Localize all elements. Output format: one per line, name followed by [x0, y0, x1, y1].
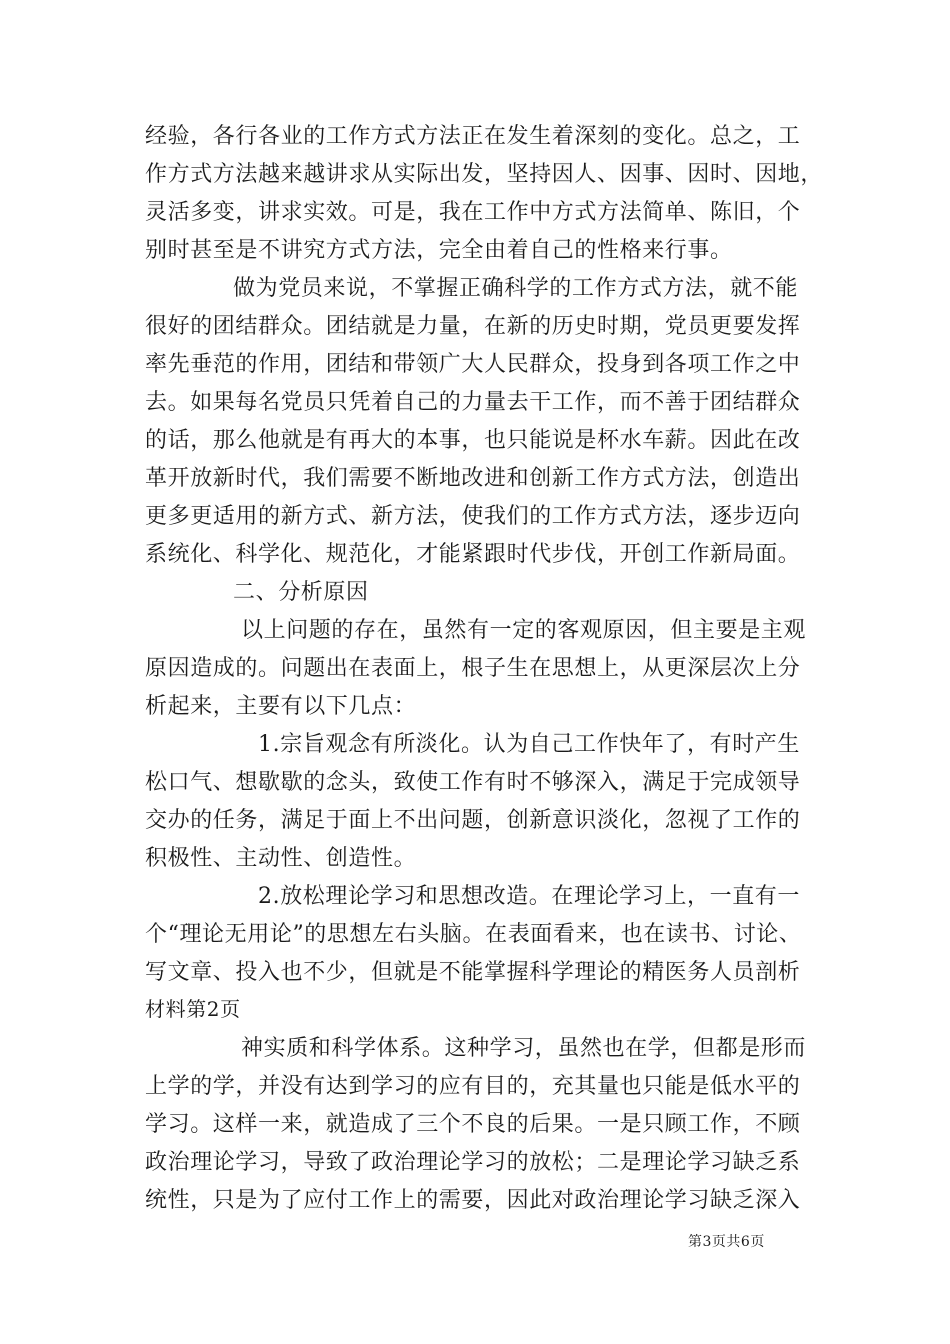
text-line: 神实质和科学体系。这种学习，虽然也在学，但都是形而 — [241, 1036, 807, 1061]
text-line: 学习。这样一来，就造成了三个不良的后果。一是只顾工作，不顾 — [145, 1112, 801, 1137]
text-line: 松口气、想歇歇的念头，致使工作有时不够深入，满足于完成领导 — [145, 770, 801, 795]
text-line: 政治理论学习，导致了政治理论学习的放松；二是理论学习缺乏系 — [145, 1150, 801, 1175]
text-line: 率先垂范的作用，团结和带领广大人民群众，投身到各项工作之中 — [145, 352, 801, 377]
text-line: 更多更适用的新方式、新方法，使我们的工作方式方法，逐步迈向 — [145, 504, 801, 529]
page-number: 第3页共6页 — [688, 1234, 765, 1250]
text-line: 交办的任务，满足于面上不出问题，创新意识淡化，忽视了工作的 — [145, 808, 801, 833]
text-line: 上学的学，并没有达到学习的应有目的，充其量也只能是低水平的 — [145, 1074, 801, 1099]
text-line: 系统化、科学化、规范化，才能紧跟时代步伐，开创工作新局面。 — [145, 542, 801, 567]
text-line: 作方式方法越来越讲求从实际出发，坚持因人、因事、因时、因地， — [145, 162, 824, 187]
text-line: 做为党员来说，不掌握正确科学的工作方式方法，就不能 — [233, 276, 799, 301]
text-line: 个“理论无用论”的思想左右头脑。在表面看来，也在读书、讨论、 — [145, 922, 802, 947]
text-line: 灵活多变，讲求实效。可是，我在工作中方式方法简单、陈旧，个 — [145, 200, 801, 225]
text-line: 经验，各行各业的工作方式方法正在发生着深刻的变化。总之，工 — [145, 124, 801, 149]
text-line: 的话，那么他就是有再大的本事，也只能说是杯水车薪。因此在改 — [145, 428, 801, 453]
text-line: 积极性、主动性、创造性。 — [145, 846, 417, 871]
section-heading: 二、分析原因 — [233, 580, 369, 605]
text-line: 统性，只是为了应付工作上的需要，因此对政治理论学习缺乏深入 — [145, 1188, 801, 1213]
text-line: 2.放松理论学习和思想改造。在理论学习上，一直有一 — [258, 884, 800, 909]
text-line: 去。如果每名党员只凭着自己的力量去干工作，而不善于团结群众 — [145, 390, 801, 415]
text-line: 析起来，主要有以下几点： — [145, 694, 417, 719]
text-line: 材料第2页 — [145, 997, 241, 1021]
text-line: 很好的团结群众。团结就是力量，在新的历史时期，党员更要发挥 — [145, 314, 801, 339]
text-line: 革开放新时代，我们需要不断地改进和创新工作方式方法，创造出 — [145, 466, 801, 491]
text-line: 原因造成的。问题出在表面上，根子生在思想上，从更深层次上分 — [145, 656, 801, 681]
text-line: 写文章、投入也不少，但就是不能掌握科学理论的精医务人员剖析 — [145, 960, 801, 985]
text-line: 别时甚至是不讲究方式方法，完全由着自己的性格来行事。 — [145, 238, 733, 263]
text-line: 1.宗旨观念有所淡化。认为自己工作快年了，有时产生 — [258, 732, 800, 757]
text-line: 以上问题的存在，虽然有一定的客观原因，但主要是主观 — [241, 618, 807, 643]
